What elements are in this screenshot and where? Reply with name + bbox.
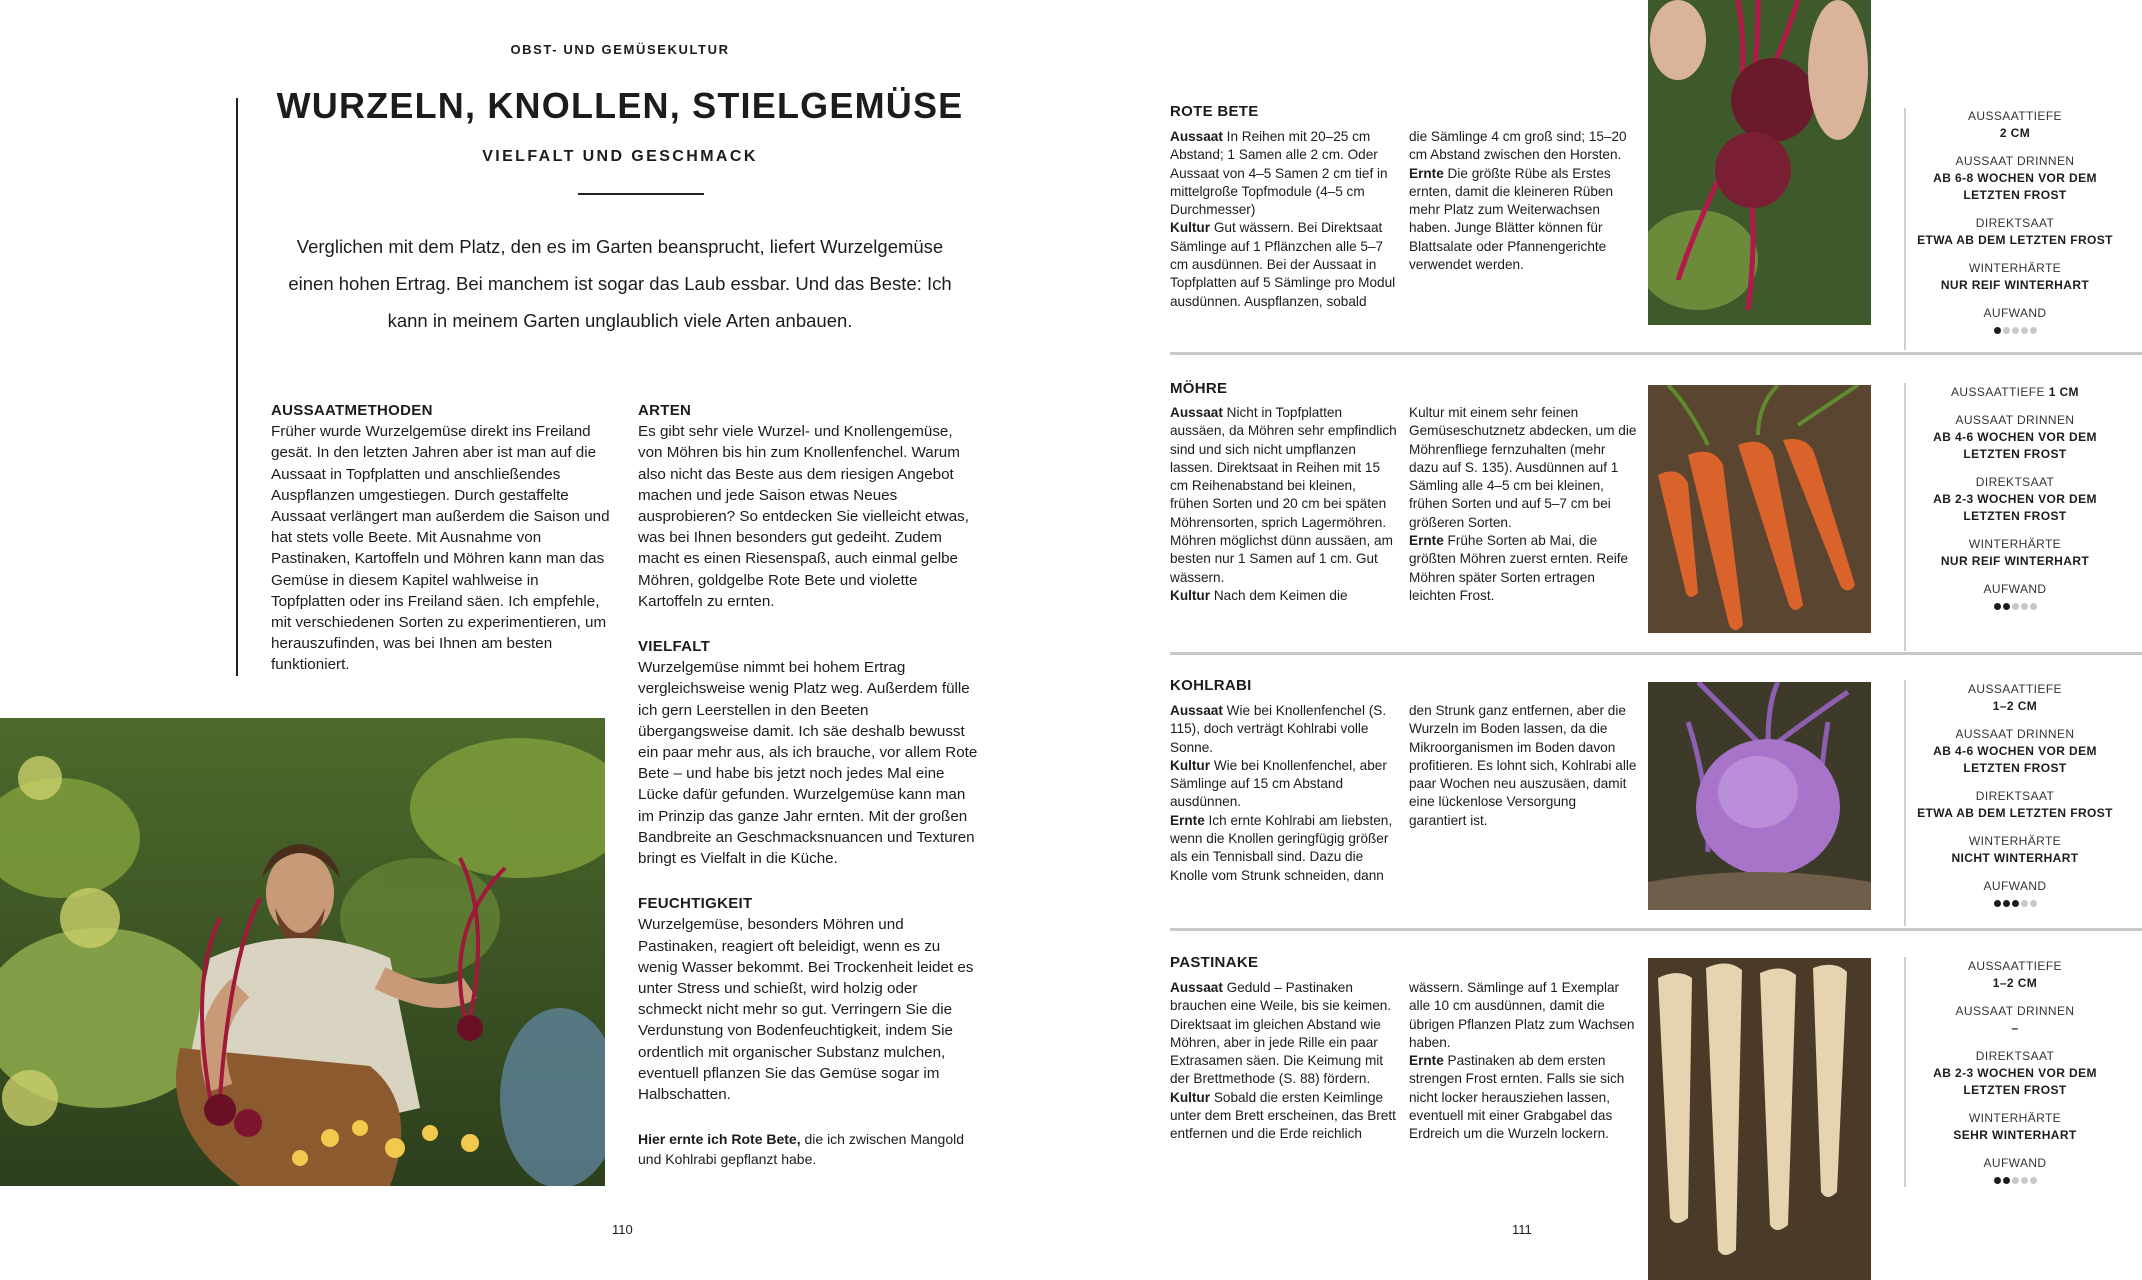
section-label: OBST- UND GEMÜSEKULTUR <box>510 42 730 57</box>
heading-feuchtigkeit: FEUCHTIGKEIT <box>638 895 753 913</box>
photo-pastinake <box>1648 958 1871 1280</box>
veg-text-pastinake-1 <box>1170 979 1398 1144</box>
veg-name-rote-bete: ROTE BETE <box>1170 103 1259 120</box>
text-continuation: den Strunk ganz entfernen, aber die Wurzeln im Boden lassen, da die Mikroorganismen im Boden davon profitieren. Es lohnt sich, Kohlrabi alle paar Wochen neu auszusäen, damit eine lückenlose Versorgung garantiert ist. <box>1409 703 1637 828</box>
text-ernte: Die größte Rübe als Erstes ernten, damit die kleineren Rüben mehr Platz zum Weiterwachsen haben. Junge Blätter können für Blattsalate oder Pfannengerichte verwendet werden. <box>1409 165 1614 273</box>
text-ernte: Pastinaken ab dem ersten strengen Frost ernten. Falls sie sich nicht locker herausziehen lassen, eventuell mit einer Grabgabel das Erdreich um die Wurzeln lockern. <box>1409 1053 1625 1142</box>
effort-dot <box>2003 900 2010 907</box>
info-label: AUSSAAT DRINNEN <box>1955 727 2075 741</box>
info-value: NUR REIF WINTERHART <box>1940 554 2090 568</box>
label-aussaat: Aussaat <box>1170 129 1223 144</box>
info-value: 1–2 CM <box>1992 976 2038 990</box>
info-label: DIREKTSAAT <box>1975 475 2055 489</box>
veg-text-rote-bete-1 <box>1170 128 1398 311</box>
effort-dot <box>1994 900 2001 907</box>
veg-name-moehre: MÖHRE <box>1170 380 1228 397</box>
info-label: AUSSAAT DRINNEN <box>1955 154 2075 168</box>
veg-text-kohlrabi-2 <box>1409 702 1637 830</box>
heading-arten: ARTEN <box>638 402 692 419</box>
veg-text-moehre-1 <box>1170 404 1398 605</box>
label-kultur: Kultur <box>1170 757 1211 773</box>
text-kultur: Wie bei Knollenfenchel, aber Sämlinge auf 15 cm Abstand ausdünnen. <box>1170 757 1387 810</box>
label-aussaat: Aussaat <box>1170 405 1223 420</box>
info-divider <box>1904 957 1906 1187</box>
effort-dot <box>2012 900 2019 907</box>
text-kultur: Nach dem Keimen die <box>1213 587 1348 603</box>
gardener-photo <box>0 718 605 1186</box>
effort-dots <box>1910 895 2120 912</box>
row-separator <box>1170 352 2142 355</box>
label-kultur: Kultur <box>1170 587 1211 603</box>
text-arten: Es gibt sehr viele Wurzel- und Knollengemüse, von Möhren bis hin zum Knollenfenchel. Warum also nicht das Beste aus dem riesigen Angebot machen und jede Saison etwas Neues ausprobieren? So entdecken Sie vielleicht etwas, was bei Ihnen besonders gut gedeiht. Zudem macht es einen Riesenspaß, auch einmal gelbe Möhren, goldgelbe Rote Bete und violette Kartoffeln zu ernten. <box>638 423 969 610</box>
info-rote-bete <box>1910 108 2120 339</box>
effort-dot <box>2003 603 2010 610</box>
photo-rote-bete <box>1648 0 1871 325</box>
info-label: AUSSAATTIEFE <box>1968 682 2062 696</box>
effort-label: AUFWAND <box>1983 1156 2047 1170</box>
text-kultur: Gut wässern. Bei Direktsaat Sämlinge auf 1 Pflänzchen alle 5–7 cm ausdünnen. Bei der Aussaat in Topfplatten auf 5 Sämlinge pro Modul ausdünnen. Auspflanzen, sobald <box>1170 220 1396 309</box>
heading-aussaatmethoden: AUSSAATMETHODEN <box>271 402 433 419</box>
info-label: WINTERHÄRTE <box>1968 1111 2062 1125</box>
info-value: AB 2-3 WOCHEN VOR DEM LETZTEN FROST <box>1933 1066 2097 1097</box>
info-kohlrabi <box>1910 681 2120 912</box>
label-aussaat: Aussaat <box>1170 980 1223 995</box>
veg-text-rote-bete-2 <box>1409 128 1637 274</box>
heading-vielfalt: VIELFALT <box>638 638 711 656</box>
info-value: AB 6-8 WOCHEN VOR DEM LETZTEN FROST <box>1933 171 2097 202</box>
label-aussaat: Aussaat <box>1170 703 1223 718</box>
photo-kohlrabi <box>1648 682 1871 910</box>
text-continuation: wässern. Sämlinge auf 1 Exemplar alle 10 cm ausdünnen, damit die übrigen Pflanzen Platz zum Wachsen haben. <box>1409 980 1635 1050</box>
effort-dot <box>1994 327 2001 334</box>
caption-rest: die ich zwischen Mangold und Kohlrabi gepflanzt habe. <box>638 1131 965 1168</box>
text-aussaatmethoden: Früher wurde Wurzelgemüse direkt ins Freiland gesät. In den letzten Jahren aber ist man auf die Aussaat in Topfplatten und anschließendes Auspflanzen umgestiegen. Durch gestaffelte Aussaat verlängert man außerdem die Saison und hat stets volle Beete. Mit Ausnahme von Pastinaken, Kartoffeln und Möhren kann man das Gemüse in diesem Kapitel wahlweise in Topfplatten oder ins Freiland säen. Ich empfehle, mit verschiedenen Sorten zu experimentieren, um herauszufinden, was bei Ihnen am besten funktioniert. <box>271 423 610 674</box>
info-value: 1 CM <box>2048 385 2079 399</box>
effort-label: AUFWAND <box>1983 582 2047 596</box>
info-value: NICHT WINTERHART <box>1951 851 2079 865</box>
effort-dot <box>1994 603 2001 610</box>
effort-dot <box>2030 603 2037 610</box>
info-label: AUSSAATTIEFE <box>1951 385 2045 399</box>
info-label: DIREKTSAAT <box>1975 1049 2055 1063</box>
label-ernte: Ernte <box>1409 1053 1444 1069</box>
info-divider <box>1904 383 1906 651</box>
label-kultur: Kultur <box>1170 220 1211 236</box>
effort-dot <box>2021 1177 2028 1184</box>
effort-dot <box>2030 1177 2037 1184</box>
text-aussaat: Wie bei Knollenfenchel (S. 115), doch verträgt Kohlrabi volle Sonne. <box>1170 703 1387 755</box>
info-label: DIREKTSAAT <box>1975 216 2055 230</box>
info-label: AUSSAATTIEFE <box>1968 959 2062 973</box>
title-rule <box>578 193 704 195</box>
info-label: AUSSAAT DRINNEN <box>1955 1004 2075 1018</box>
info-value: NUR REIF WINTERHART <box>1940 278 2090 292</box>
text-column-1 <box>271 400 611 700</box>
effort-dot <box>2030 900 2037 907</box>
effort-label: AUFWAND <box>1983 306 2047 320</box>
effort-dot <box>2030 327 2037 334</box>
text-kultur: Sobald die ersten Keimlinge unter dem Brett erscheinen, das Brett entfernen und die Erde reichlich <box>1170 1089 1396 1142</box>
text-vielfalt: Wurzelgemüse nimmt bei hohem Ertrag vergleichsweise wenig Platz weg. Außerdem fülle ich gern Leerstellen in den Beeten übergangsweise damit. Ich säe deshalb bewusst ein paar mehr aus, als ich brauche, vor allem Rote Bete – und habe bis jetzt noch jedes Mal eine Lücke dafür gefunden. Wurzelgemüse kann man im Prinzip das ganze Jahr ernten. Mit der großen Bandbreite an Geschmacksnuancen und Texturen bringt es Vielfalt in die Küche. <box>638 659 978 868</box>
text-ernte: Frühe Sorten ab Mai, die größten Möhren zuerst ernten. Reife Möhren später Sorten ertragen leichten Frost. <box>1409 533 1629 603</box>
text-aussaat: Geduld – Pastinaken brauchen eine Weile, bis sie keimen. Direktsaat im gleichen Abstand wie Möhren, aber in jede Rille ein paar Extrasamen säen. Die Keimung mit der Brettmethode (S. 88) fördern. <box>1170 980 1392 1087</box>
info-label: AUSSAAT DRINNEN <box>1955 413 2075 427</box>
info-divider <box>1904 680 1906 926</box>
info-label: WINTERHÄRTE <box>1968 261 2062 275</box>
info-value: AB 4-6 WOCHEN VOR DEM LETZTEN FROST <box>1933 744 2097 775</box>
text-feuchtigkeit: Wurzelgemüse, besonders Möhren und Pastinaken, reagiert oft beleidigt, wenn es zu wenig Wasser bekommt. Bei Trockenheit leidet es unter Stress und schießt, wird holzig oder schmeckt nicht mehr so gut. Verringern Sie die Verdunstung von Bodenfeuchtigkeit, indem Sie ordentlich mit organischer Substanz mulchen, eventuell pflanzen Sie das Gemüse sogar im Halbschatten. <box>638 916 974 1104</box>
vertical-rule <box>236 98 238 676</box>
info-value: – <box>2011 1021 2019 1035</box>
caption-bold: Hier ernte ich Rote Bete, <box>638 1131 801 1148</box>
row-separator <box>1170 652 2142 655</box>
info-pastinake <box>1910 958 2120 1189</box>
label-ernte: Ernte <box>1170 812 1205 828</box>
effort-dots <box>1910 322 2120 339</box>
effort-dots <box>1910 1172 2120 1189</box>
veg-text-moehre-2 <box>1409 404 1637 605</box>
text-continuation: die Sämlinge 4 cm groß sind; 15–20 cm Abstand zwischen den Horsten. <box>1409 129 1627 163</box>
text-aussaat: In Reihen mit 20–25 cm Abstand; 1 Samen alle 2 cm. Oder Aussaat von 4–5 Samen 2 cm tief in mittelgroße Topfmodule (4–5 cm Durchmesser) <box>1170 129 1388 218</box>
info-value: AB 4-6 WOCHEN VOR DEM LETZTEN FROST <box>1933 430 2097 461</box>
effort-dot <box>2012 603 2019 610</box>
effort-dot <box>1994 1177 2001 1184</box>
text-aussaat: Nicht in Topfplatten aussäen, da Möhren sehr empfindlich sind und sich nicht umpflanzen lassen. Direktsaat in Reihen mit 15 cm Reihenabstand bei kleinen, frühen Sorten und 20 cm bei späten Möhrensorten, sprich Lagermöhren. Möhren möglichst dünn aussäen, am besten nur 1 Samen auf 1 cm. Gut wässern. <box>1170 405 1397 585</box>
effort-dot <box>2003 1177 2010 1184</box>
effort-dot <box>2003 327 2010 334</box>
page-subtitle: VIELFALT UND GESCHMACK <box>482 148 758 165</box>
label-kultur: Kultur <box>1170 1089 1211 1105</box>
info-value: 1–2 CM <box>1992 699 2038 713</box>
info-value: SEHR WINTERHART <box>1953 1128 2077 1142</box>
info-label: DIREKTSAAT <box>1975 789 2055 803</box>
effort-dot <box>2021 603 2028 610</box>
info-divider <box>1904 108 1906 350</box>
info-label: AUSSAATTIEFE <box>1968 109 2062 123</box>
page-title: WURZELN, KNOLLEN, STIELGEMÜSE <box>276 85 964 126</box>
page-number-left: 110 <box>612 1222 633 1237</box>
veg-name-kohlrabi: KOHLRABI <box>1170 677 1252 694</box>
veg-name-pastinake: PASTINAKE <box>1170 954 1259 971</box>
effort-dot <box>2021 900 2028 907</box>
page-number-right: 111 <box>1512 1222 1532 1237</box>
intro-text: Verglichen mit dem Platz, den es im Garten beansprucht, liefert Wurzelgemüse einen hohen Ertrag. Bei manchem ist sogar das Laub essbar. Und das Beste: Ich kann in meinem Garten unglaublich viele Arten anbauen. <box>288 236 952 331</box>
info-label: WINTERHÄRTE <box>1968 834 2062 848</box>
row-separator <box>1170 928 2142 931</box>
label-ernte: Ernte <box>1409 533 1444 549</box>
effort-dot <box>2021 327 2028 334</box>
text-continuation: Kultur mit einem sehr feinen Gemüseschutznetz abdecken, um die Möhrenfliege fernzuhalten (mehr dazu auf S. 135). Ausdünnen auf 1 Sämling alle 4–5 cm bei kleinen, frühen Sorten und auf 5–7 cm bei größeren Sorten. <box>1409 405 1637 530</box>
effort-dot <box>2012 327 2019 334</box>
effort-label: AUFWAND <box>1983 879 2047 893</box>
label-ernte: Ernte <box>1409 165 1444 181</box>
text-column-2 <box>638 400 978 1169</box>
veg-text-kohlrabi-1 <box>1170 702 1398 885</box>
photo-caption <box>638 1129 978 1169</box>
photo-moehre <box>1648 385 1871 633</box>
text-ernte: Ich ernte Kohlrabi am liebsten, wenn die Knollen geringfügig größer als ein Tennisball sind. Dazu die Knolle vom Strunk schneiden, dann <box>1170 812 1393 883</box>
info-value: ETWA AB DEM LETZTEN FROST <box>1917 806 2113 820</box>
veg-text-pastinake-2 <box>1409 979 1637 1144</box>
info-value: 2 CM <box>1999 126 2031 140</box>
info-value: ETWA AB DEM LETZTEN FROST <box>1917 233 2113 247</box>
info-moehre <box>1910 384 2120 615</box>
info-label: WINTERHÄRTE <box>1968 537 2062 551</box>
effort-dots <box>1910 598 2120 615</box>
effort-dot <box>2012 1177 2019 1184</box>
info-value: AB 2-3 WOCHEN VOR DEM LETZTEN FROST <box>1933 492 2097 523</box>
